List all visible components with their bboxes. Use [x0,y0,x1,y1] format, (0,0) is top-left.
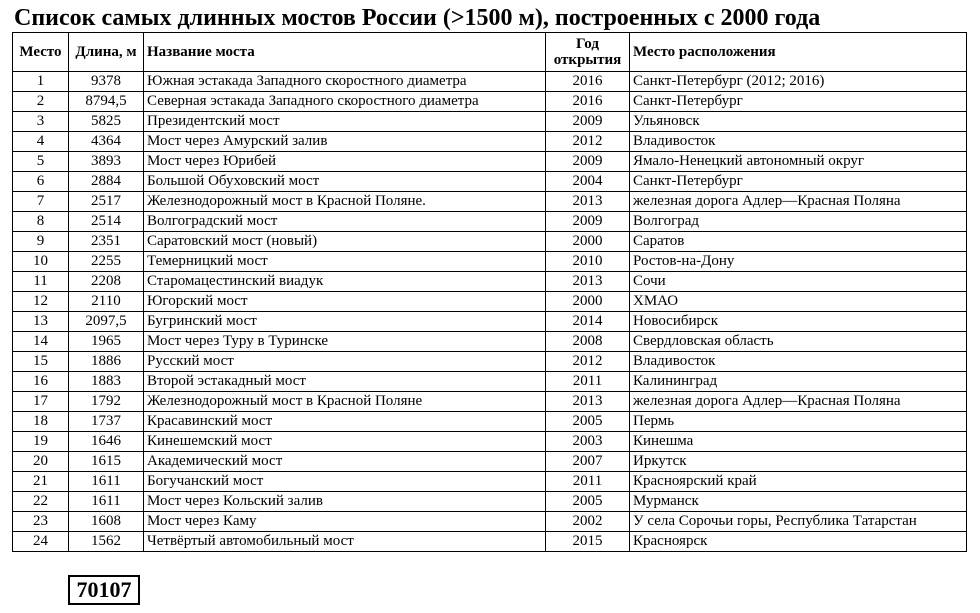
cell-year: 2016 [546,72,630,92]
cell-length: 2517 [69,192,144,212]
cell-rank: 2 [13,92,69,112]
cell-bridge-name: Старомацестинский виадук [144,272,546,292]
cell-location: железная дорога Адлер—Красная Поляна [630,192,967,212]
table-row [13,252,967,272]
cell-length: 1965 [69,332,144,352]
cell-length: 1886 [69,352,144,372]
cell-bridge-name: Бугринский мост [144,312,546,332]
cell-bridge-name: Мост через Каму [144,512,546,532]
cell-bridge-name: Темерницкий мост [144,252,546,272]
cell-length: 1608 [69,512,144,532]
cell-rank: 5 [13,152,69,172]
cell-year: 2009 [546,212,630,232]
cell-length: 3893 [69,152,144,172]
cell-rank: 14 [13,332,69,352]
table-row [13,112,967,132]
cell-location: Владивосток [630,132,967,152]
table-row [13,392,967,412]
cell-year: 2002 [546,512,630,532]
cell-rank: 15 [13,352,69,372]
cell-year: 2009 [546,152,630,172]
cell-location: Санкт-Петербург [630,172,967,192]
cell-length: 1611 [69,472,144,492]
cell-location: У села Сорочьи горы, Республика Татарстан [630,512,967,532]
cell-location: Саратов [630,232,967,252]
cell-bridge-name: Южная эстакада Западного скоростного диаметра [144,72,546,92]
cell-rank: 1 [13,72,69,92]
page-title: Список самых длинных мостов России (>1500 м), построенных с 2000 года [14,5,821,31]
table-row [13,232,967,252]
cell-location: Пермь [630,412,967,432]
cell-rank: 22 [13,492,69,512]
cell-year: 2015 [546,532,630,552]
cell-bridge-name: Северная эстакада Западного скоростного диаметра [144,92,546,112]
table-row [13,192,967,212]
cell-bridge-name: Волгоградский мост [144,212,546,232]
cell-year: 2013 [546,272,630,292]
cell-length: 2884 [69,172,144,192]
cell-rank: 4 [13,132,69,152]
cell-bridge-name: Железнодорожный мост в Красной Поляне. [144,192,546,212]
header-length: Длина, м [69,33,144,72]
cell-location: Новосибирск [630,312,967,332]
cell-bridge-name: Русский мост [144,352,546,372]
cell-rank: 6 [13,172,69,192]
cell-length: 1562 [69,532,144,552]
table-row [13,172,967,192]
cell-length: 1792 [69,392,144,412]
cell-bridge-name: Второй эстакадный мост [144,372,546,392]
cell-length: 1615 [69,452,144,472]
cell-length: 1737 [69,412,144,432]
cell-location: Мурманск [630,492,967,512]
cell-rank: 11 [13,272,69,292]
cell-length: 2255 [69,252,144,272]
cell-year: 2000 [546,292,630,312]
cell-bridge-name: Мост через Амурский залив [144,132,546,152]
cell-location: Калининград [630,372,967,392]
cell-year: 2000 [546,232,630,252]
table-row [13,132,967,152]
cell-bridge-name: Саратовский мост (новый) [144,232,546,252]
cell-location: Красноярск [630,532,967,552]
cell-rank: 21 [13,472,69,492]
cell-location: Санкт-Петербург (2012; 2016) [630,72,967,92]
cell-length: 9378 [69,72,144,92]
cell-year: 2003 [546,432,630,452]
cell-year: 2008 [546,332,630,352]
table-row [13,432,967,452]
cell-location: Ростов-на-Дону [630,252,967,272]
cell-year: 2014 [546,312,630,332]
cell-location: Владивосток [630,352,967,372]
table-row [13,372,967,392]
cell-rank: 16 [13,372,69,392]
cell-year: 2013 [546,192,630,212]
table-row [13,292,967,312]
cell-location: железная дорога Адлер—Красная Поляна [630,392,967,412]
cell-location: Ямало-Ненецкий автономный округ [630,152,967,172]
cell-bridge-name: Мост через Кольский залив [144,492,546,512]
table-row [13,72,967,92]
header-location: Место расположения [630,33,967,72]
cell-location: ХМАО [630,292,967,312]
cell-length: 1646 [69,432,144,452]
cell-rank: 7 [13,192,69,212]
cell-bridge-name: Кинешемский мост [144,432,546,452]
cell-length: 1611 [69,492,144,512]
table-row [13,312,967,332]
cell-bridge-name: Красавинский мост [144,412,546,432]
cell-rank: 8 [13,212,69,232]
header-year: Год открытия [546,33,630,72]
cell-year: 2005 [546,492,630,512]
table-row [13,272,967,292]
cell-year: 2011 [546,372,630,392]
table-body [13,72,967,552]
table-row [13,512,967,532]
cell-year: 2011 [546,472,630,492]
cell-length: 8794,5 [69,92,144,112]
cell-bridge-name: Мост через Юрибей [144,152,546,172]
cell-rank: 9 [13,232,69,252]
cell-location: Иркутск [630,452,967,472]
cell-location: Красноярский край [630,472,967,492]
table-row [13,532,967,552]
table-header-row [13,33,967,72]
cell-length: 2097,5 [69,312,144,332]
cell-rank: 12 [13,292,69,312]
cell-rank: 18 [13,412,69,432]
cell-year: 2005 [546,412,630,432]
cell-year: 2010 [546,252,630,272]
cell-bridge-name: Президентский мост [144,112,546,132]
cell-rank: 10 [13,252,69,272]
cell-bridge-name: Академический мост [144,452,546,472]
cell-year: 2013 [546,392,630,412]
total-length: 70107 [68,575,140,605]
header-rank: Место [13,33,69,72]
cell-bridge-name: Железнодорожный мост в Красной Поляне [144,392,546,412]
cell-rank: 23 [13,512,69,532]
cell-rank: 20 [13,452,69,472]
cell-length: 2110 [69,292,144,312]
cell-length: 1883 [69,372,144,392]
table-row [13,452,967,472]
cell-rank: 19 [13,432,69,452]
cell-length: 4364 [69,132,144,152]
cell-year: 2007 [546,452,630,472]
cell-length: 5825 [69,112,144,132]
cell-location: Ульяновск [630,112,967,132]
cell-length: 2208 [69,272,144,292]
cell-rank: 3 [13,112,69,132]
cell-year: 2016 [546,92,630,112]
cell-location: Волгоград [630,212,967,232]
cell-bridge-name: Богучанский мост [144,472,546,492]
cell-bridge-name: Четвёртый автомобильный мост [144,532,546,552]
cell-location: Кинешма [630,432,967,452]
cell-location: Санкт-Петербург [630,92,967,112]
cell-bridge-name: Мост через Туру в Туринске [144,332,546,352]
cell-location: Свердловская область [630,332,967,352]
table-row [13,412,967,432]
cell-year: 2004 [546,172,630,192]
cell-location: Сочи [630,272,967,292]
cell-year: 2012 [546,132,630,152]
table-row [13,472,967,492]
cell-year: 2009 [546,112,630,132]
table-row [13,92,967,112]
table-row [13,332,967,352]
table-row [13,492,967,512]
table-row [13,152,967,172]
cell-year: 2012 [546,352,630,372]
header-name: Название моста [144,33,546,72]
cell-length: 2351 [69,232,144,252]
cell-length: 2514 [69,212,144,232]
cell-rank: 24 [13,532,69,552]
cell-rank: 13 [13,312,69,332]
cell-rank: 17 [13,392,69,412]
cell-bridge-name: Большой Обуховский мост [144,172,546,192]
table-row [13,212,967,232]
bridges-table [12,32,967,552]
cell-bridge-name: Югорский мост [144,292,546,312]
table-row [13,352,967,372]
